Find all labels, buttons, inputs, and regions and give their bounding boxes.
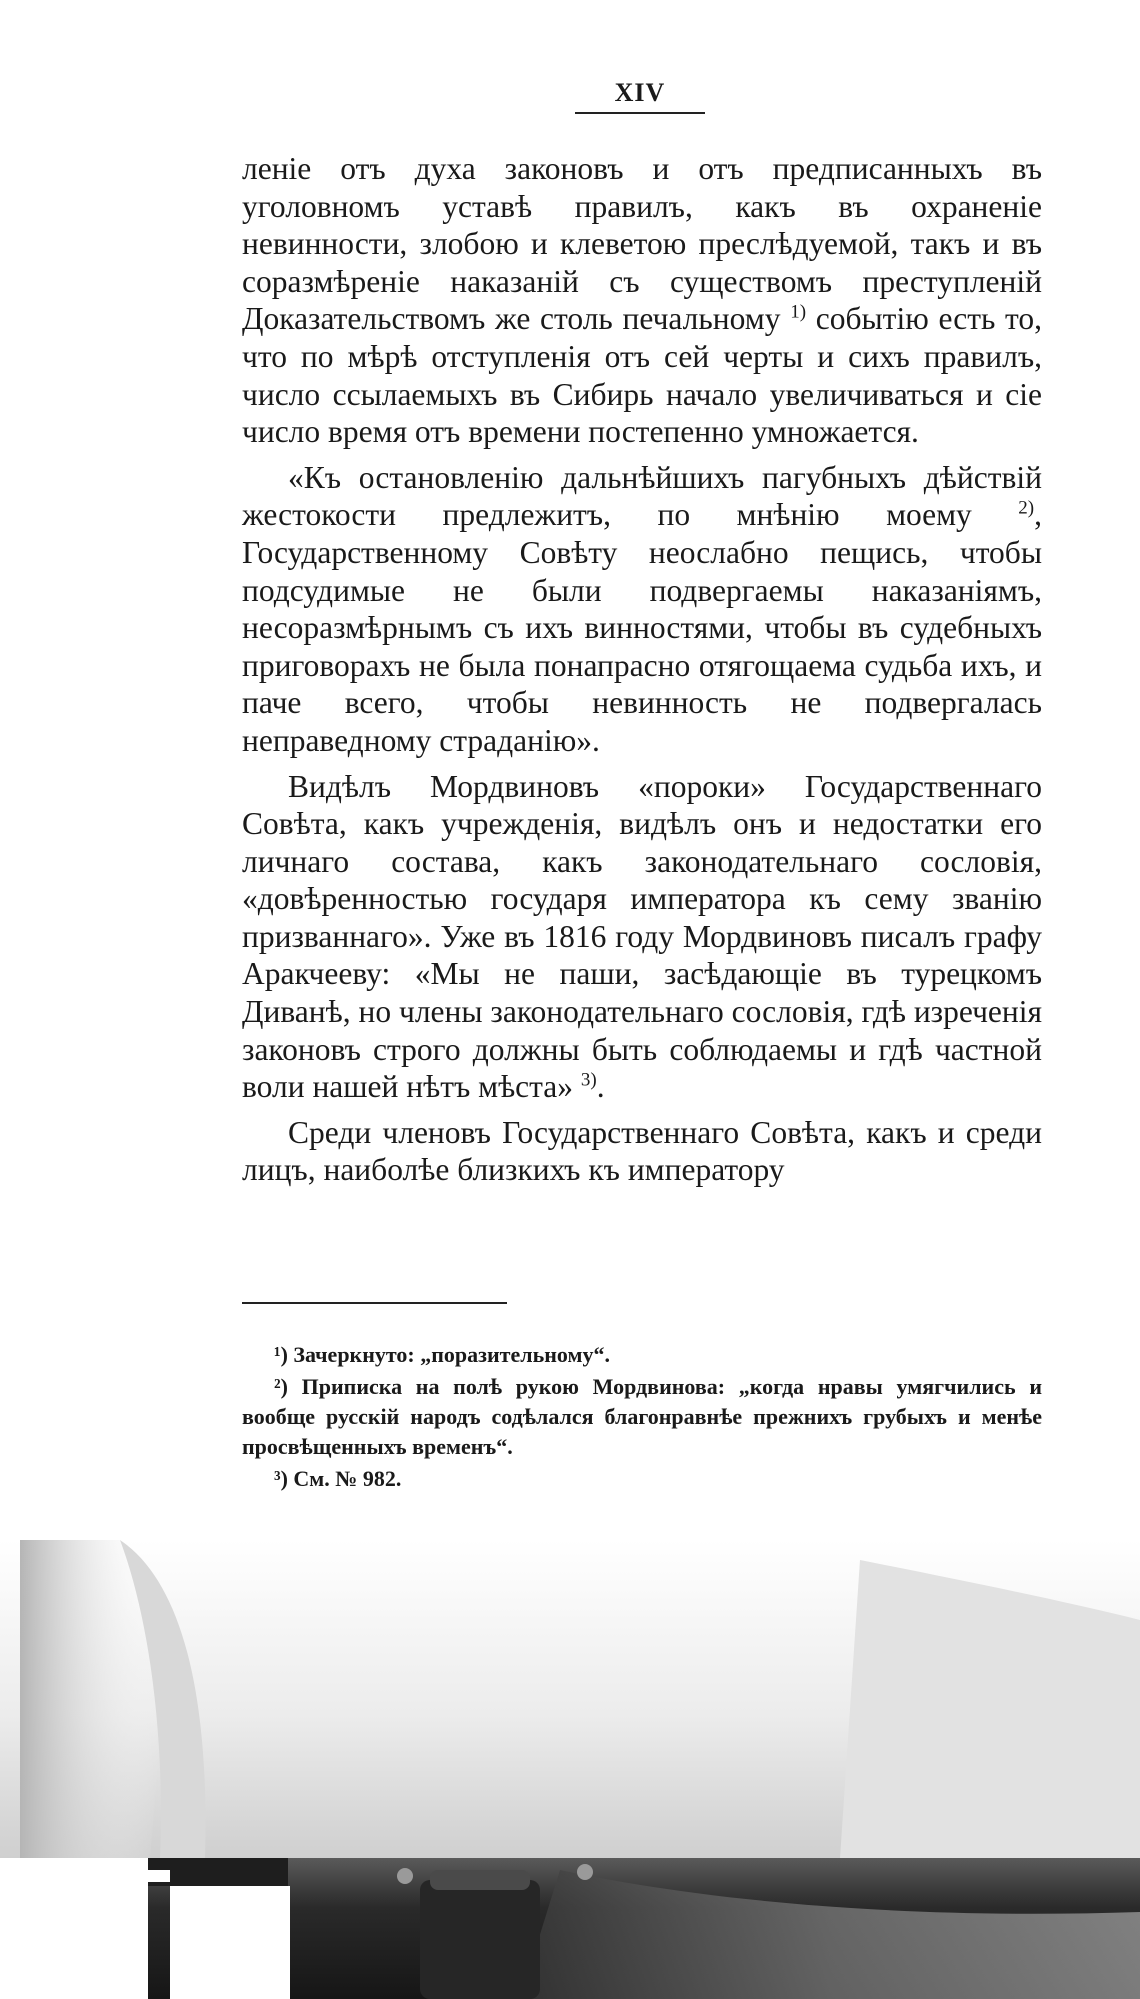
footnote-1 <box>242 1340 1042 1370</box>
footnote-1-text: Зачеркнуто: „поразительному“. <box>293 1342 610 1367</box>
paragraph-3-end: . <box>596 1069 605 1105</box>
footnote-2-text: Приписка на полѣ рукою Мордвинова: „когда нравы умягчились и вообще русскій народъ содѣлался благонравнѣе прежнихъ грубыхъ и менѣе просвѣщенныхъ временъ“. <box>242 1374 1042 1459</box>
paragraph-1-continuation: событію есть то, что по мѣрѣ отступленія отъ сей черты и сихъ правилъ, число ссылаемыхъ въ Сибирь начало увеличиваться и сіе число время отъ времени постепенно умножается. <box>242 301 1043 450</box>
paragraph-4-text: Среди членовъ Государственнаго Совѣта, какъ и среди лицъ, наиболѣе близкихъ къ императору <box>242 1114 1042 1188</box>
footnote-2-mark: ²) <box>274 1374 288 1399</box>
scan-artifact <box>0 1540 1140 1999</box>
paragraph-2-text: «Къ остановленію дальнѣйшихъ пагубныхъ дѣйствій жестокости предлежитъ, по мнѣнію моему <box>242 459 1042 533</box>
footnote-1-mark: ¹) <box>274 1342 288 1367</box>
paragraph-3 <box>242 768 1042 1106</box>
footnote-3-mark: ³) <box>274 1466 288 1491</box>
paragraph-1-text: леніе отъ духа законовъ и отъ предписанныхъ въ уголовномъ уставѣ правилъ, какъ въ охраненіе невинности, злобою и клеветою преслѣдуемой, такъ и въ соразмѣреніе наказаній съ существомъ преступленій Доказательствомъ же столь печальному <box>242 151 1042 337</box>
paragraph-4 <box>242 1114 1042 1189</box>
scan-artifact-image <box>0 1540 1140 1999</box>
footnote-3 <box>242 1464 1042 1494</box>
footnote-ref-3: 3) <box>580 1069 597 1091</box>
page-number: XIV <box>575 78 705 114</box>
paragraph-3-text: Видѣлъ Мордвиновъ «пороки» Государственнаго Совѣта, какъ учрежденія, видѣлъ онъ и недостатки его личнаго состава, какъ законодательнаго сословія, «довѣренностью государя императора къ сему званію призваннаго». Уже въ 1816 году Мордвиновъ писалъ графу Аракчееву: «Мы не паши, засѣдающіе въ турецкомъ Диванѣ, но члены законодательнаго сословія, гдѣ изреченія законовъ строго должны быть соблюдаемы и гдѣ частной воли нашей нѣтъ мѣста» <box>242 768 1042 1105</box>
footnote-ref-2: 2) <box>1018 497 1035 519</box>
paragraph-2-continuation: , Государственному Совѣту неослабно пещись, чтобы подсудимые не были подвергаемы наказаніямъ, несоразмѣрнымъ съ ихъ винностями, чтобы въ судебныхъ приговорахъ не была понапрасно отягощаема судьба ихъ, и паче всего, чтобы невинность не подвергалась неправедному страданію». <box>242 497 1042 758</box>
main-text <box>242 150 1042 1197</box>
footnote-3-text: См. № 982. <box>293 1466 402 1491</box>
paragraph-2 <box>242 459 1042 760</box>
footnote-ref-1: 1) <box>790 301 807 323</box>
paragraph-1 <box>242 150 1042 451</box>
footnote-2 <box>242 1372 1042 1462</box>
footnotes <box>242 1340 1042 1496</box>
footnote-divider <box>242 1302 507 1304</box>
